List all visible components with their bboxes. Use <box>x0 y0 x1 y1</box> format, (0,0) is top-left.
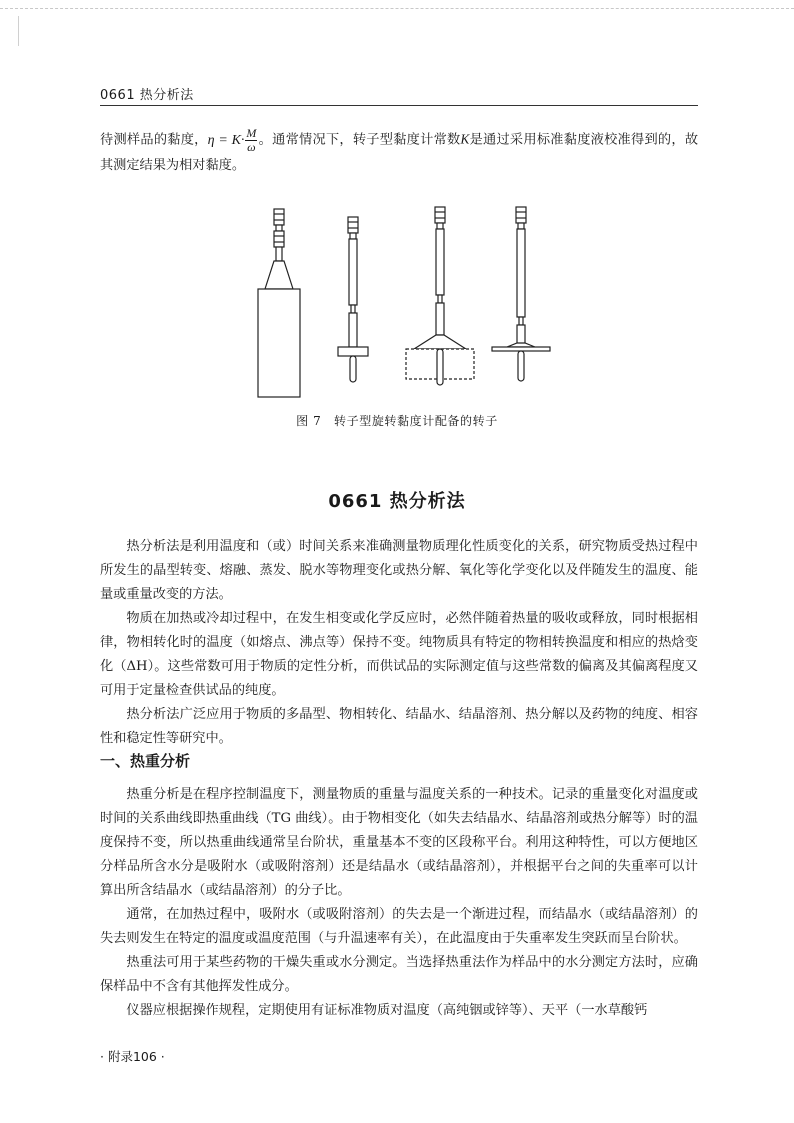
formula-fraction <box>245 127 257 154</box>
section-paragraph: 热分析法广泛应用于物质的多晶型、物相转化、结晶水、结晶溶剂、热分解以及药物的纯度、相容性和稳定性等研究中。 <box>100 707 698 746</box>
section-paragraph: 热分析法是利用温度和（或）时间关系来准确测量物质理化性质变化的关系，研究物质受热过程中所发生的晶型转变、熔融、蒸发、脱水等物理变化或热分解、氧化等化学变化以及伴随发生的温度、能量或重量改变的方法。 <box>100 539 698 602</box>
running-header: 0661 热分析法 <box>100 88 194 103</box>
subsection-body <box>100 783 698 1023</box>
rotor-2-small-disc <box>338 217 368 382</box>
section-body <box>100 535 698 751</box>
section-paragraph: 物质在加热或冷却过程中，在发生相变或化学反应时，必然伴随着热量的吸收或释放，同时根据相律，物相转化时的温度（如熔点、沸点等）保持不变。纯物质具有特定的物相转换温度和相应的热焓变化（ΔH）。这些常数可用于物质的定性分析，而供试品的实际测定值与这些常数的偏离及其偏离程度又可用于定量检查供试品的纯度。 <box>100 611 698 698</box>
top-dashed-rule <box>0 8 794 9</box>
subsection-heading: 一、热重分析 <box>100 752 191 770</box>
subsection-paragraph: 热重法可用于某些药物的干燥失重或水分测定。当选择热重法作为样品中的水分测定方法时，应确保样品中不含有其他挥发性成分。 <box>100 955 698 994</box>
subsection-paragraph: 仪器应根据操作规程，定期使用有证标准物质对温度（高纯铟或锌等）、天平（一水草酸钙 <box>126 1003 648 1018</box>
formula-numerator: M <box>246 126 257 140</box>
subsection-paragraph: 通常，在加热过程中，吸附水（或吸附溶剂）的失去是一个渐进过程，而结晶水（或结晶溶剂）的失去则发生在特定的温度或温度范围（与升温速率有关），在此温度由于失重率发生突跃而呈台阶状。 <box>100 907 698 946</box>
intro-text-middle: 。通常情况下，转子型黏度计常数 <box>258 132 461 148</box>
margin-mark <box>18 16 19 46</box>
constant-symbol: K <box>460 131 470 147</box>
intro-text-end: 是通过采用标准黏度液校准得到的，故其测定结果为相对黏度。 <box>100 132 699 173</box>
figure-caption: 图 7 转子型旋转黏度计配备的转子 <box>296 414 498 428</box>
rotor-figure <box>230 195 560 400</box>
section-title: 0661 热分析法 <box>328 491 466 512</box>
formula-denominator: ω <box>247 140 256 154</box>
formula-lhs: η = K· <box>207 132 245 148</box>
subsection-paragraph: 热重分析是在程序控制温度下，测量物质的重量与温度关系的一种技术。记录的重量变化对温度或时间的关系曲线即热重曲线（TG 曲线）。由于物相变化（如失去结晶水、结晶溶剂或热分解等）时的温度保持不变，所以热重曲线通常呈台阶状，重量基本不变的区段称平台。利用这种特性，可以方便地区分样品所含水分是吸附水（或吸附溶剂）还是结晶水（或结晶溶剂），并根据平台之间的失重率可以计算出所含结晶水（或结晶溶剂）的分子比。 <box>100 787 698 898</box>
rotor-4-flat-disc <box>492 207 550 381</box>
viscosity-formula <box>207 126 259 154</box>
intro-paragraph <box>100 127 698 178</box>
intro-text-start: 待测样品的黏度， <box>100 132 208 148</box>
rotor-3-wide-disc <box>406 207 474 385</box>
page-footer: · 附录106 · <box>100 1049 165 1064</box>
rotor-1-cylinder <box>258 209 300 397</box>
header-rule <box>100 105 698 106</box>
